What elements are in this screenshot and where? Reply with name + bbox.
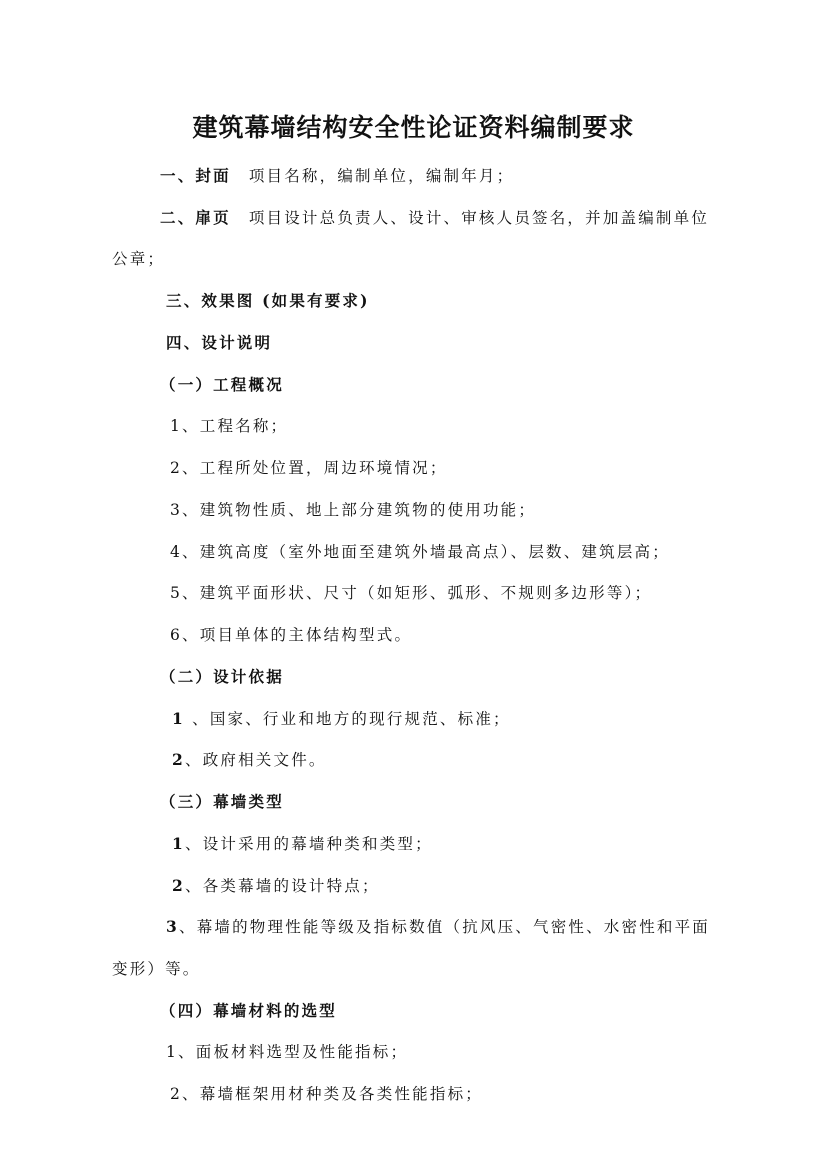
sub3-item-num: 3 bbox=[166, 917, 179, 936]
sub3-heading: （三）幕墙类型 bbox=[160, 792, 284, 811]
sub2-item bbox=[172, 707, 511, 729]
sub2-heading: （二）设计依据 bbox=[160, 667, 284, 686]
cover-line bbox=[160, 164, 514, 186]
sub1-item: 6、项目单体的主体结构型式。 bbox=[170, 626, 413, 644]
sub1-heading: （一）工程概况 bbox=[160, 375, 284, 394]
title-page-text: 项目设计总负责人、设计、审核人员签名，并加盖编制单位 bbox=[248, 209, 710, 227]
sub1-item: 3、建筑物性质、地上部分建筑物的使用功能； bbox=[170, 501, 537, 519]
sub3-item-text: 、设计采用的幕墙种类和类型； bbox=[185, 835, 433, 853]
sub2-item bbox=[172, 748, 327, 770]
sub3-item-cont: 变形）等。 bbox=[112, 960, 201, 978]
cover-heading: 一、封面 bbox=[160, 166, 231, 185]
sub3-item bbox=[166, 915, 710, 937]
sub3-item bbox=[172, 874, 380, 896]
cover-text: 项目名称，编制单位，编制年月； bbox=[248, 167, 515, 185]
sub2-item-num: 1 bbox=[172, 709, 185, 728]
sub1-item: 4、建筑高度（室外地面至建筑外墙最高点）、层数、建筑层高； bbox=[170, 543, 670, 561]
title-page-line bbox=[160, 206, 709, 228]
sub4-item: 2、幕墙框架用材种类及各类性能指标； bbox=[170, 1085, 483, 1103]
section-design-description: 四、设计说明 bbox=[166, 333, 273, 352]
sub3-item bbox=[172, 832, 433, 854]
sub3-item-text: 、幕墙的物理性能等级及指标数值（抗风压、气密性、水密性和平面 bbox=[179, 918, 711, 936]
section-effect-drawings: 三、效果图 (如果有要求) bbox=[166, 291, 370, 310]
sub2-item-text: 、国家、行业和地方的现行规范、标准； bbox=[185, 710, 511, 728]
sub3-item-num: 2 bbox=[172, 876, 185, 895]
document-title: 建筑幕墙结构安全性论证资料编制要求 bbox=[192, 113, 635, 142]
sub1-item: 2、工程所处位置，周边环境情况； bbox=[170, 459, 448, 477]
sub4-heading: （四）幕墙材料的选型 bbox=[160, 1001, 338, 1020]
sub3-item-text: 、各类幕墙的设计特点； bbox=[185, 877, 380, 895]
sub2-item-text: 、政府相关文件。 bbox=[185, 751, 327, 769]
title-page-heading: 二、扉页 bbox=[160, 208, 231, 227]
sub1-item: 1、工程名称； bbox=[170, 417, 289, 435]
sub3-item-num: 1 bbox=[172, 834, 185, 853]
sub1-item: 5、建筑平面形状、尺寸（如矩形、弧形、不规则多边形等）； bbox=[170, 584, 653, 602]
title-page-text-cont: 公章； bbox=[112, 250, 166, 268]
sub2-item-num: 2 bbox=[172, 750, 185, 769]
sub4-item: 1、面板材料选型及性能指标； bbox=[166, 1043, 409, 1061]
